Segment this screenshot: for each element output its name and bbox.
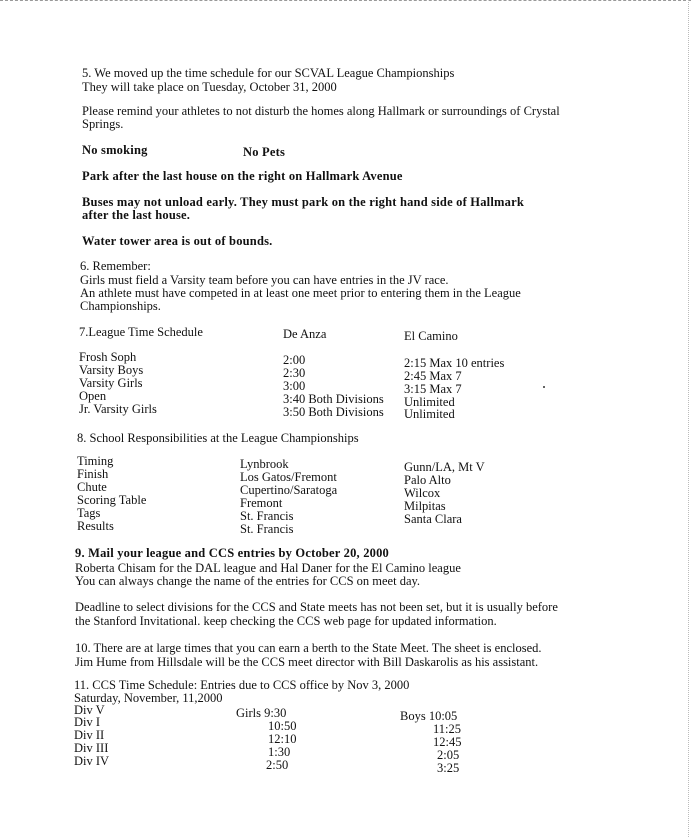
girls-time: 1:30	[268, 745, 291, 759]
s10-line2: Jim Hume from Hillsdale will be the CCS meet director with Bill Daskarolis as his assistant.	[75, 655, 539, 669]
s5-line1: 5. We moved up the time schedule for our SCVAL League Championships	[82, 66, 455, 80]
s6-line3: An athlete must have competed in at least one meet prior to entering them in the League	[80, 286, 521, 300]
s9-line2: You can always change the name of the entries for CCS on meet day.	[75, 574, 421, 588]
division-name: Div IV	[74, 754, 110, 768]
race-name: Jr. Varsity Girls	[79, 402, 157, 416]
scan-edge-top	[0, 0, 691, 2]
buses-line2: after the last house.	[82, 208, 191, 222]
no-smoking: No smoking	[82, 143, 148, 157]
scan-edge-right	[687, 0, 689, 837]
deanza-time: 2:00	[283, 353, 306, 367]
league-schedule-title: 7.League Time Schedule	[79, 325, 203, 339]
boys-time: 3:25	[437, 761, 460, 775]
task-name: Finish	[77, 467, 109, 481]
elcamino-time: 2:15 Max 10 entries	[404, 356, 505, 370]
elcamino-time: Unlimited	[404, 407, 455, 421]
s5-line2: They will take place on Tuesday, October 31, 2000	[82, 80, 337, 94]
boys-time: 12:45	[433, 735, 462, 749]
task-name: Chute	[77, 480, 107, 494]
s9-line3: Deadline to select divisions for the CCS and State meets has not been set, but it is usually before	[75, 600, 558, 614]
race-name: Varsity Boys	[79, 363, 144, 377]
s6-line1: 6. Remember:	[80, 259, 151, 273]
task-name: Scoring Table	[77, 493, 147, 507]
division-name: Div I	[74, 715, 101, 729]
school-primary: Los Gatos/Fremont	[240, 470, 337, 484]
scan-speck	[543, 386, 545, 388]
school-secondary: Milpitas	[404, 499, 446, 513]
school-primary: St. Francis	[240, 522, 294, 536]
park-instruction: Park after the last house on the right on Hallmark Avenue	[82, 169, 403, 183]
elcamino-time: 3:15 Max 7	[404, 382, 462, 396]
deanza-time: 3:40 Both Divisions	[283, 392, 384, 406]
task-name: Timing	[77, 454, 114, 468]
school-secondary: Gunn/LA, Mt V	[404, 460, 485, 474]
elcamino-time: Unlimited	[404, 395, 455, 409]
deanza-header: De Anza	[283, 327, 327, 341]
buses-line1: Buses may not unload early. They must park on the right hand side of Hallmark	[82, 195, 524, 209]
task-name: Results	[77, 519, 114, 533]
school-secondary: Palo Alto	[404, 473, 451, 487]
boys-time: 11:25	[433, 722, 462, 736]
school-primary: Fremont	[240, 496, 283, 510]
water-tower: Water tower area is out of bounds.	[82, 234, 273, 248]
elcamino-time: 2:45 Max 7	[404, 369, 462, 383]
ccs-schedule-title: 11. CCS Time Schedule: Entries due to CCS office by Nov 3, 2000	[74, 678, 410, 692]
school-primary: Lynbrook	[240, 457, 289, 471]
s9-line1: Roberta Chisam for the DAL league and Hal Daner for the El Camino league	[75, 561, 461, 575]
school-primary: Cupertino/Saratoga	[240, 483, 338, 497]
boys-time: Boys 10:05	[400, 709, 458, 723]
girls-time: 12:10	[268, 732, 297, 746]
school-secondary: Wilcox	[404, 486, 441, 500]
race-name: Frosh Soph	[79, 350, 137, 364]
no-pets: No Pets	[243, 145, 286, 159]
race-name: Varsity Girls	[79, 376, 143, 390]
mail-entries-title: 9. Mail your league and CCS entries by October 20, 2000	[75, 546, 390, 560]
elcamino-header: El Camino	[404, 329, 458, 343]
boys-time: 2:05	[437, 748, 460, 762]
girls-time: 2:50	[266, 758, 289, 772]
s10-line1: 10. There are at large times that you can earn a berth to the State Meet. The sheet is enclosed.	[75, 641, 542, 655]
deanza-time: 2:30	[283, 366, 306, 380]
s6-line2: Girls must field a Varsity team before you can have entries in the JV race.	[80, 273, 449, 287]
girls-time: 10:50	[268, 719, 297, 733]
girls-time: Girls 9:30	[236, 706, 287, 720]
s5-line4: Springs.	[82, 117, 124, 131]
s9-line4: the Stanford Invitational. keep checking the CCS web page for updated information.	[75, 614, 497, 628]
division-name: Div II	[74, 728, 105, 742]
division-name: Div V	[74, 703, 105, 717]
division-name: Div III	[74, 741, 109, 755]
responsibilities-title: 8. School Responsibilities at the League Championships	[77, 431, 359, 445]
task-name: Tags	[77, 506, 101, 520]
school-primary: St. Francis	[240, 509, 294, 523]
ccs-date: Saturday, November, 11,2000	[74, 691, 223, 705]
race-name: Open	[79, 389, 107, 403]
deanza-time: 3:00	[283, 379, 306, 393]
deanza-time: 3:50 Both Divisions	[283, 405, 384, 419]
school-secondary: Santa Clara	[404, 512, 462, 526]
s5-line3: Please remind your athletes to not disturb the homes along Hallmark or surroundings of Crystal	[82, 104, 560, 118]
s6-line4: Championships.	[80, 299, 161, 313]
